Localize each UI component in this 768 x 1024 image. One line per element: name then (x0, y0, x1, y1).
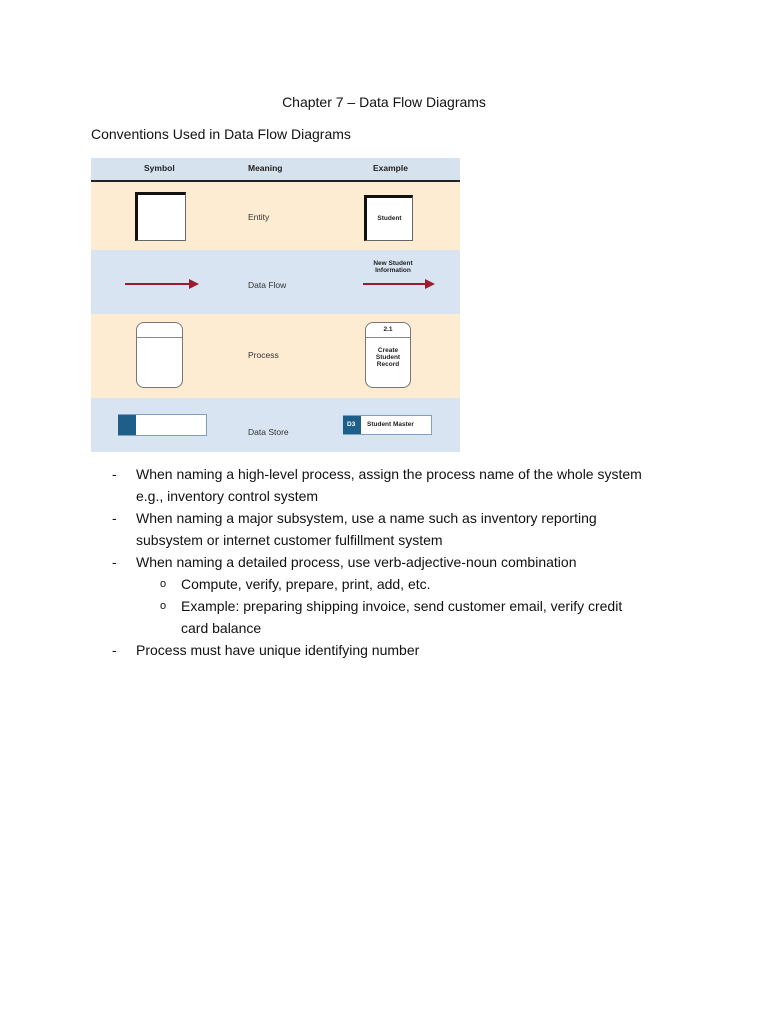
list-item-text: When naming a high-level process, assign the process name of the whole system (136, 466, 642, 482)
data-store-example (343, 415, 432, 435)
sub-bullet-marker: o (160, 600, 167, 612)
list-item-text: When naming a major subsystem, use a name such as inventory reporting (136, 510, 597, 526)
meaning-process: Process (248, 350, 279, 360)
list-item-text: Process must have unique identifying number (136, 642, 420, 658)
meaning-data-store: Data Store (248, 427, 289, 437)
entity-symbol (135, 192, 186, 241)
data-store-symbol-cap (118, 415, 136, 435)
process-example-label: Create Student Record (375, 347, 401, 368)
list-item (112, 507, 712, 551)
process-example-divider (366, 337, 410, 338)
row-data-store (91, 398, 460, 452)
bullet-dash: - (112, 554, 117, 570)
row-data-flow (91, 250, 460, 314)
list-item (112, 463, 712, 507)
list-item (112, 551, 712, 573)
row-process (91, 314, 460, 398)
bullet-dash: - (112, 510, 117, 526)
header-symbol: Symbol (144, 163, 175, 173)
data-store-example-id: D3 (347, 421, 356, 428)
list-item-text: When naming a detailed process, use verb-adjective-noun combination (136, 554, 577, 570)
data-store-example-label: Student Master (367, 421, 414, 428)
sub-bullet-marker: o (160, 578, 167, 590)
dfd-conventions-figure (91, 158, 460, 452)
sub-list-item-text: Example: preparing shipping invoice, send customer email, verify credit (181, 598, 623, 614)
header-meaning: Meaning (248, 163, 283, 173)
sub-list-item-continuation: card balance (181, 620, 262, 636)
bullet-list (112, 463, 712, 661)
process-example-id: 2.1 (383, 326, 393, 333)
entity-example-label: Student (377, 215, 402, 222)
process-symbol (136, 322, 183, 388)
page-title: Chapter 7 – Data Flow Diagrams (282, 94, 486, 110)
bullet-dash: - (112, 642, 117, 658)
section-heading: Conventions Used in Data Flow Diagrams (91, 126, 351, 142)
bullet-dash: - (112, 466, 117, 482)
entity-example (364, 195, 413, 241)
data-store-example-cap (343, 416, 361, 434)
arrow-example (363, 278, 435, 290)
sub-list-item (112, 595, 712, 639)
row-entity (91, 182, 460, 250)
list-item-continuation: e.g., inventory control system (136, 488, 319, 504)
process-example (365, 322, 411, 388)
arrow-symbol (125, 278, 199, 290)
meaning-entity: Entity (248, 212, 270, 222)
data-store-symbol (118, 414, 207, 436)
process-symbol-divider (137, 337, 182, 338)
data-flow-example-label: New Student Information (373, 260, 413, 274)
list-item-continuation: subsystem or internet customer fulfillment system (136, 532, 443, 548)
sub-list-item (112, 573, 712, 595)
meaning-data-flow: Data Flow (248, 280, 287, 290)
sub-list-item-text: Compute, verify, prepare, print, add, etc. (181, 576, 431, 592)
figure-header (91, 158, 460, 182)
list-item (112, 639, 712, 661)
header-example: Example (373, 163, 408, 173)
